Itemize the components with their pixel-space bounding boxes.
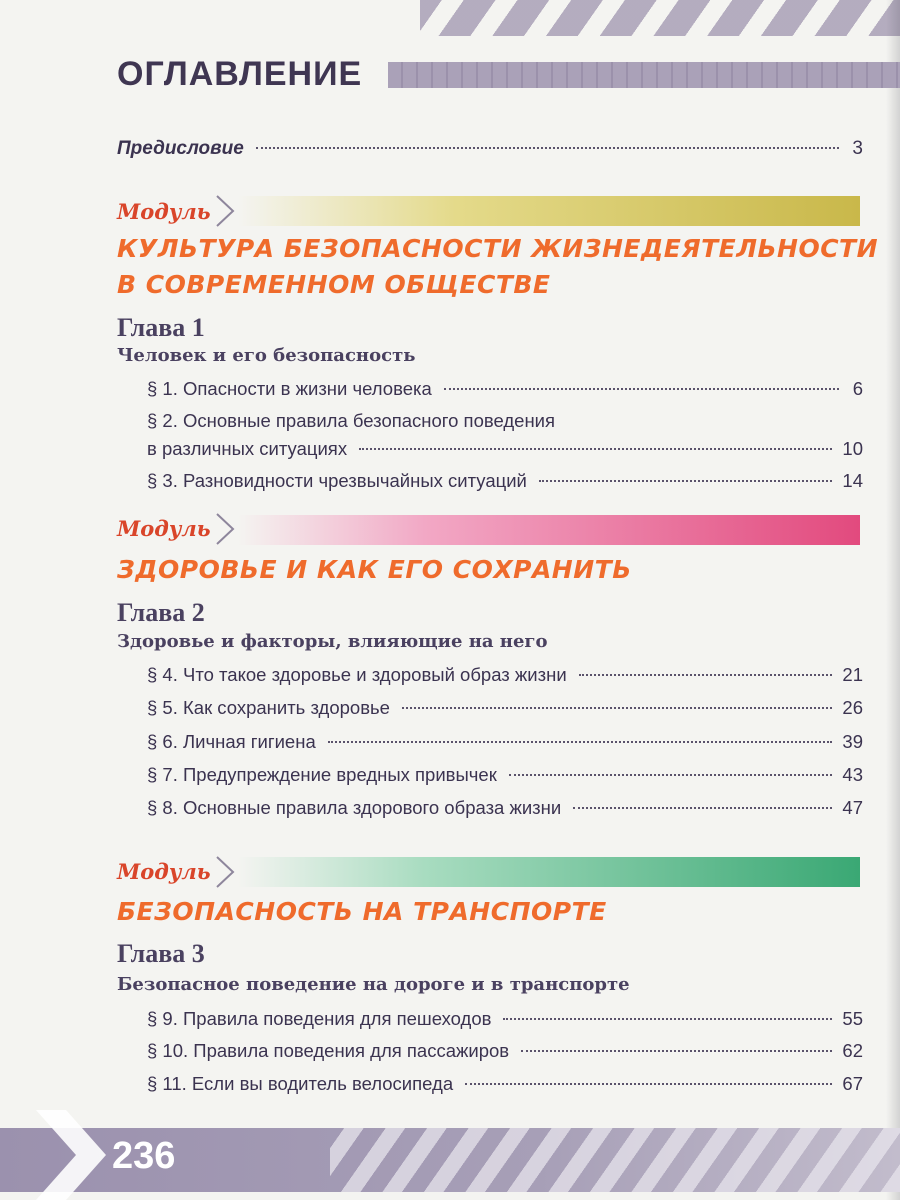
toc-item[interactable] (147, 764, 863, 786)
dot-leader (256, 147, 839, 149)
module-2-title: ЗДОРОВЬЕ И КАК ЕГО СОХРАНИТЬ (117, 555, 632, 584)
toc-item-page: 10 (842, 438, 863, 459)
module-1-title (117, 231, 878, 303)
page-edge-shadow (886, 0, 900, 1200)
toc-item-page: 62 (842, 1040, 863, 1061)
chapter-1-number: Глава 1 (117, 313, 205, 342)
toc-item-text: § 6. Личная гигиена (147, 731, 316, 752)
page-title: ОГЛАВЛЕНИЕ (117, 55, 363, 93)
toc-item-page: 39 (842, 731, 863, 752)
module-2-color-band (238, 515, 860, 545)
toc-item[interactable] (147, 1073, 863, 1095)
chapter-2-number: Глава 2 (117, 598, 205, 627)
chapter-1-title: Человек и его безопасность (117, 345, 416, 366)
toc-item-text: § 9. Правила поведения для пешеходов (147, 1008, 492, 1029)
toc-item-page: 26 (842, 697, 863, 718)
module-3-chevron-icon (214, 855, 236, 889)
toc-item-text: § 3. Разновидности чрезвычайных ситуаций (147, 470, 527, 491)
dot-leader (328, 741, 833, 743)
toc-item-page: 6 (852, 378, 863, 399)
toc-item-page: 47 (842, 797, 863, 818)
dot-leader (579, 674, 833, 676)
module-3-title: БЕЗОПАСНОСТЬ НА ТРАНСПОРТЕ (117, 897, 607, 926)
module-1-title-line-1: КУЛЬТУРА БЕЗОПАСНОСТИ ЖИЗНЕДЕЯТЕЛЬНОСТИ (117, 234, 879, 263)
module-1-title-line-2: В СОВРЕМЕННОМ ОБЩЕСТВЕ (117, 270, 551, 299)
toc-item-text: § 5. Как сохранить здоровье (147, 697, 390, 718)
toc-item-text: § 4. Что такое здоровье и здоровый образ жизни (147, 664, 567, 685)
toc-item[interactable] (147, 697, 863, 719)
toc-item-text: § 10. Правила поведения для пассажиров (147, 1040, 510, 1061)
toc-item[interactable] (147, 731, 863, 753)
toc-item-text-line-2: в различных ситуациях (147, 438, 348, 459)
toc-item-page: 43 (842, 764, 863, 785)
module-3-label: Модуль (117, 859, 211, 884)
dot-leader (521, 1050, 832, 1052)
toc-item[interactable] (147, 1040, 863, 1062)
chapter-2-title: Здоровье и факторы, влияющие на него (117, 631, 548, 652)
module-1-chevron-icon (214, 194, 236, 228)
toc-item-page: 55 (842, 1008, 863, 1029)
toc-item-text: § 1. Опасности в жизни человека (147, 378, 432, 399)
toc-item[interactable] (147, 378, 863, 400)
toc-item-text: § 8. Основные правила здорового образа жизни (147, 797, 562, 818)
toc-item[interactable] (147, 797, 863, 819)
module-3-color-band (238, 857, 860, 887)
dot-leader (509, 774, 833, 776)
dot-leader (503, 1018, 832, 1020)
page-number: 236 (112, 1135, 176, 1177)
module-1-label: Модуль (117, 199, 211, 224)
title-decoration-bar (388, 62, 900, 88)
toc-item-page: 14 (842, 470, 863, 491)
toc-item-text: § 11. Если вы водитель велосипеда (147, 1073, 454, 1094)
dot-leader (539, 480, 833, 482)
chapter-3-number: Глава 3 (117, 939, 205, 968)
module-1-color-band (238, 196, 860, 226)
module-2-chevron-icon (214, 512, 236, 546)
dot-leader (359, 448, 832, 450)
dot-leader (573, 807, 832, 809)
dot-leader (444, 388, 839, 390)
toc-item[interactable] (147, 664, 863, 686)
preface-entry[interactable] (117, 138, 863, 164)
module-2-label: Модуль (117, 516, 211, 541)
dot-leader (465, 1083, 832, 1085)
toc-item-text: § 7. Предупреждение вредных привычек (147, 764, 497, 785)
dot-leader (402, 707, 832, 709)
toc-item[interactable] (147, 470, 863, 492)
toc-item-page: 67 (842, 1073, 863, 1094)
toc-item-text-line-1[interactable]: § 2. Основные правила безопасного поведения (147, 410, 556, 431)
toc-item[interactable] (147, 1008, 863, 1030)
top-stripes-decoration (420, 0, 900, 36)
footer-arrow-icon (36, 1110, 106, 1200)
toc-item[interactable] (147, 438, 863, 460)
chapter-3-title: Безопасное поведение на дороге и в транспорте (117, 974, 630, 995)
preface-page: 3 (852, 138, 863, 159)
footer-stripes-decoration (330, 1128, 900, 1192)
toc-item-page: 21 (842, 664, 863, 685)
preface-label: Предисловие (117, 138, 244, 159)
